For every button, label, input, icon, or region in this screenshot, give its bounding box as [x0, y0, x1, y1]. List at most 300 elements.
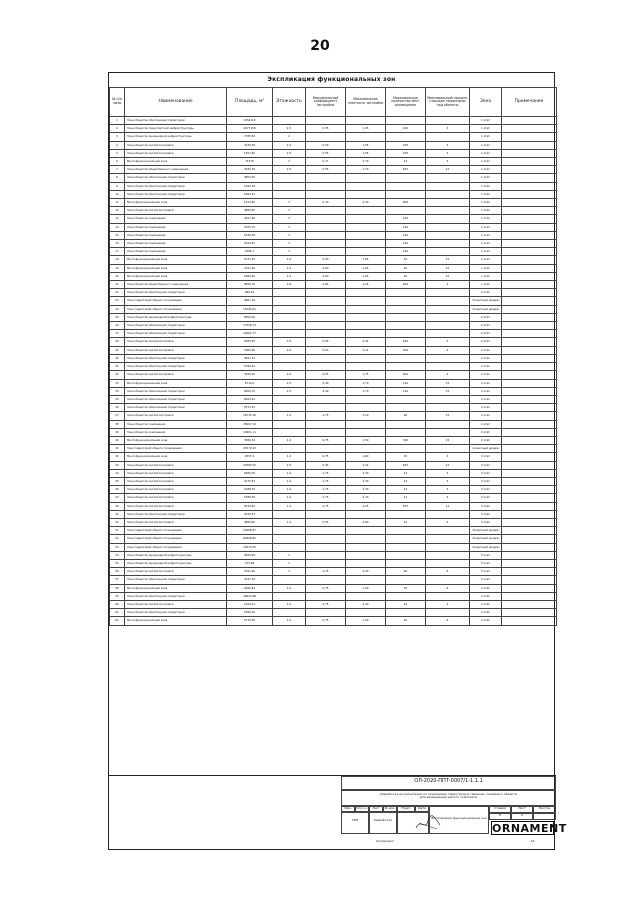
cell-num: 39	[110, 428, 125, 436]
cell-max-count	[386, 305, 426, 313]
cell-max-count: 620	[386, 338, 426, 346]
cell-max-count	[386, 551, 426, 559]
cell-floors: 1-2	[273, 617, 306, 625]
cell-max-share: 4	[426, 453, 470, 461]
table-row	[110, 289, 557, 297]
cell-max-coef: 0,75	[306, 436, 346, 444]
cell-floors	[273, 190, 306, 198]
cell-max-share	[426, 190, 470, 198]
cell-max-share	[426, 297, 470, 305]
cell-density: 1,95	[346, 149, 386, 157]
cell-max-coef: 0,75	[306, 617, 346, 625]
cell-max-coef: 2,75	[306, 600, 346, 608]
cell-note	[502, 264, 557, 272]
cell-density	[346, 535, 386, 543]
table-row	[110, 568, 557, 576]
cell-max-share: 12	[426, 461, 470, 469]
page-number: 20	[310, 38, 330, 54]
cell-max-share	[426, 305, 470, 313]
cell-max-share	[426, 445, 470, 453]
cell-zone: 2 этап	[470, 379, 502, 387]
cell-note	[502, 404, 557, 412]
cell-area: 2594,55	[227, 240, 273, 248]
cell-zone: 1 этап	[470, 149, 502, 157]
cell-note	[502, 412, 557, 420]
cell-note	[502, 215, 557, 223]
cell-density	[346, 354, 386, 362]
cell-max-count: 675	[386, 502, 426, 510]
cell-zone: 1 этап	[470, 264, 502, 272]
cell-max-share: 15	[426, 379, 470, 387]
cell-floors	[273, 592, 306, 600]
cell-floors: 1-2	[273, 477, 306, 485]
cell-num: 17	[110, 248, 125, 256]
cell-num: 31	[110, 363, 125, 371]
cell-num: 46	[110, 486, 125, 494]
cell-density: 2,70	[346, 158, 386, 166]
table-header-row	[110, 88, 557, 117]
cell-note	[502, 117, 557, 125]
cell-density	[346, 609, 386, 617]
cell-zone: проектный резерв	[470, 543, 502, 551]
cell-zone: 1 этап	[470, 158, 502, 166]
cell-max-coef: 0,77	[306, 158, 346, 166]
cell-floors: 3	[273, 207, 306, 215]
cell-max-share: 4	[426, 338, 470, 346]
cell-max-share: 4	[426, 469, 470, 477]
cell-note	[502, 592, 557, 600]
cell-max-count: 625	[386, 166, 426, 174]
cell-area: 8566,70	[227, 281, 273, 289]
cell-density: 1,95	[346, 141, 386, 149]
cell-floors	[273, 395, 306, 403]
table-row	[110, 510, 557, 518]
cell-max-coef: 0,45	[306, 461, 346, 469]
cell-name: Зона объектов обеспечения территории	[125, 510, 227, 518]
cell-note	[502, 535, 557, 543]
gip-label: ГИП	[341, 812, 369, 834]
cell-zone: 3 этап	[470, 469, 502, 477]
cell-density: 2,30	[346, 199, 386, 207]
cell-name: Зона объектов жилой застройки	[125, 518, 227, 526]
cell-density: 2,30	[346, 477, 386, 485]
cell-density: 2,10	[346, 412, 386, 420]
cell-note	[502, 149, 557, 157]
cell-max-count: 100	[386, 223, 426, 231]
cell-zone: 3 этап	[470, 559, 502, 567]
table-row	[110, 158, 557, 166]
cell-area: 10901,11	[227, 428, 273, 436]
cell-max-share	[426, 174, 470, 182]
zones-table	[109, 87, 557, 626]
cell-max-coef: 0,55	[306, 166, 346, 174]
cell-note	[502, 494, 557, 502]
cell-density	[346, 223, 386, 231]
rev-h-4: Подп.	[397, 806, 415, 812]
cell-name: Зона объектов обеспечения территории	[125, 330, 227, 338]
cell-max-count: 100	[386, 240, 426, 248]
cell-max-coef: 0,65	[306, 281, 346, 289]
cell-name: Зона объектов обеспечения территории	[125, 117, 227, 125]
cell-max-coef	[306, 395, 346, 403]
cell-zone: проектный резерв	[470, 535, 502, 543]
cell-floors: 2-5	[273, 346, 306, 354]
cell-area: 1636,78	[227, 231, 273, 239]
cell-max-share	[426, 248, 470, 256]
col-header-floors: Этажность	[273, 88, 306, 117]
cell-floors	[273, 428, 306, 436]
cell-name: Зона объектов жилой застройки	[125, 486, 227, 494]
cell-area: 9867,18	[227, 297, 273, 305]
cell-note	[502, 617, 557, 625]
cell-num: 16	[110, 240, 125, 248]
cell-max-coef	[306, 428, 346, 436]
cell-density	[346, 182, 386, 190]
cell-floors: 2-4	[273, 264, 306, 272]
cell-density	[346, 428, 386, 436]
cell-max-coef: 0,60	[306, 272, 346, 280]
cell-note	[502, 272, 557, 280]
table-row	[110, 527, 557, 535]
cell-max-count	[386, 354, 426, 362]
cell-area: 1583,18	[227, 182, 273, 190]
cell-max-coef: 0,75	[306, 584, 346, 592]
cell-name: Многофункциональная зона	[125, 199, 227, 207]
doc-code-text: ОЛ-2020-ППТ-0007/1-1.1.1	[414, 778, 483, 784]
cell-zone: 3 этап	[470, 576, 502, 584]
cell-area: 16735,30	[227, 412, 273, 420]
cell-area: 2355,75	[227, 223, 273, 231]
cell-floors: 2-5	[273, 387, 306, 395]
cell-max-coef	[306, 182, 346, 190]
cell-max-count	[386, 527, 426, 535]
cell-max-count	[386, 133, 426, 141]
cell-name: Зона объектов озеленения	[125, 215, 227, 223]
cell-max-coef	[306, 404, 346, 412]
cell-zone: 1 этап	[470, 125, 502, 133]
table-row	[110, 272, 557, 280]
sheet-value: 2	[511, 813, 533, 820]
col-header-num: № п/п зоны	[110, 88, 125, 117]
cell-max-coef	[306, 592, 346, 600]
cell-density	[346, 133, 386, 141]
cell-zone: 1 этап	[470, 256, 502, 264]
cell-note	[502, 518, 557, 526]
cell-name: Многофункциональная зона	[125, 584, 227, 592]
cell-max-coef	[306, 510, 346, 518]
table-row	[110, 379, 557, 387]
cell-num: 5	[110, 149, 125, 157]
cell-density	[346, 592, 386, 600]
cell-max-share: 4	[426, 149, 470, 157]
cell-area: 8850,00	[227, 313, 273, 321]
cell-density	[346, 395, 386, 403]
cell-area: 6712,0	[227, 379, 273, 387]
cell-name: Зона объектов транспортной инфраструктуры	[125, 125, 227, 133]
cell-name: Зона объектов обеспечения территории	[125, 182, 227, 190]
cell-max-coef: 0,55	[306, 518, 346, 526]
cell-max-share	[426, 231, 470, 239]
cell-max-coef	[306, 231, 346, 239]
cell-note	[502, 584, 557, 592]
table-row	[110, 412, 557, 420]
cell-num: 8	[110, 174, 125, 182]
cell-name: Зона объектов обеспечения территории	[125, 404, 227, 412]
cell-max-count	[386, 190, 426, 198]
cell-max-share	[426, 330, 470, 338]
cell-max-count: 50	[386, 272, 426, 280]
cell-max-count: 15	[386, 453, 426, 461]
cell-area: 3885,65	[227, 207, 273, 215]
cell-num: 41	[110, 445, 125, 453]
cell-zone: 1 этап	[470, 166, 502, 174]
cell-max-count	[386, 404, 426, 412]
cell-num: 1	[110, 117, 125, 125]
cell-num: 51	[110, 527, 125, 535]
cell-zone: 1 этап	[470, 272, 502, 280]
cell-max-coef	[306, 305, 346, 313]
table-row	[110, 199, 557, 207]
cell-zone: 1 этап	[470, 240, 502, 248]
cell-floors: 2-5	[273, 371, 306, 379]
cell-max-coef	[306, 297, 346, 305]
table-row	[110, 469, 557, 477]
cell-note	[502, 248, 557, 256]
table-row	[110, 297, 557, 305]
cell-area: 986,63	[227, 289, 273, 297]
cell-max-count: 200	[386, 125, 426, 133]
cell-max-coef	[306, 551, 346, 559]
cell-max-count: 625	[386, 461, 426, 469]
cell-density: 1,70	[346, 387, 386, 395]
cell-max-share	[426, 510, 470, 518]
cell-density	[346, 207, 386, 215]
cell-max-count	[386, 313, 426, 321]
cell-density	[346, 543, 386, 551]
cell-num: 40	[110, 436, 125, 444]
format-value: А3	[530, 839, 535, 843]
cell-note	[502, 568, 557, 576]
cell-floors: 1-2	[273, 494, 306, 502]
sheet-title: Экспликация функциональных зон	[429, 806, 489, 834]
cell-area: 17556,73	[227, 322, 273, 330]
project-title-cell	[341, 790, 556, 806]
cell-max-count	[386, 117, 426, 125]
cell-max-share: 15	[426, 412, 470, 420]
cell-density	[346, 231, 386, 239]
cell-area: 5776,65	[227, 617, 273, 625]
cell-num: 49	[110, 510, 125, 518]
cell-max-count	[386, 510, 426, 518]
table-row	[110, 182, 557, 190]
table-row	[110, 207, 557, 215]
cell-num: 13	[110, 215, 125, 223]
cell-max-coef: 0,55	[306, 149, 346, 157]
cell-zone: 3 этап	[470, 568, 502, 576]
cell-floors: 1-2	[273, 518, 306, 526]
cell-max-share	[426, 223, 470, 231]
cell-density	[346, 404, 386, 412]
cell-density	[346, 551, 386, 559]
cell-num: 28	[110, 338, 125, 346]
cell-max-coef: 2,40	[306, 387, 346, 395]
cell-max-count: 120	[386, 379, 426, 387]
cell-density	[346, 305, 386, 313]
cell-area: 6063,61	[227, 395, 273, 403]
cell-area: 8462,76	[227, 387, 273, 395]
cell-max-share: 15	[426, 436, 470, 444]
table-row	[110, 436, 557, 444]
cell-density: 2,80	[346, 518, 386, 526]
cell-zone: 3 этап	[470, 461, 502, 469]
table-row	[110, 322, 557, 330]
cell-max-coef: 2,75	[306, 494, 346, 502]
cell-note	[502, 125, 557, 133]
cell-note	[502, 420, 557, 428]
cell-name: Зона территорий общего пользования	[125, 543, 227, 551]
cell-max-coef: 2,75	[306, 502, 346, 510]
cell-area: 2325,51	[227, 600, 273, 608]
cell-max-count	[386, 535, 426, 543]
cell-note	[502, 289, 557, 297]
cell-max-count: 50	[386, 617, 426, 625]
cell-max-coef	[306, 190, 346, 198]
cell-note	[502, 346, 557, 354]
table-row	[110, 617, 557, 625]
cell-max-share: 15	[426, 272, 470, 280]
cell-max-coef	[306, 576, 346, 584]
cell-density: 2,11	[346, 346, 386, 354]
cell-max-count	[386, 395, 426, 403]
cell-name: Зона объектов озеленения	[125, 428, 227, 436]
cell-floors: 1	[273, 551, 306, 559]
cell-max-count	[386, 420, 426, 428]
cell-name: Зона объектов инженерной инфраструктуры	[125, 551, 227, 559]
cell-zone: 1 этап	[470, 248, 502, 256]
cell-num: 19	[110, 264, 125, 272]
cell-max-share	[426, 535, 470, 543]
cell-max-count: 600	[386, 371, 426, 379]
cell-density: 1,65	[346, 264, 386, 272]
cell-num: 44	[110, 469, 125, 477]
cell-area: 1056119	[227, 117, 273, 125]
cell-max-share: 4	[426, 600, 470, 608]
cell-name: Зона объектов общественного назначения	[125, 166, 227, 174]
cell-note	[502, 231, 557, 239]
cell-floors: 3	[273, 215, 306, 223]
cell-max-share: 15	[426, 264, 470, 272]
cell-max-coef	[306, 543, 346, 551]
cell-num: 50	[110, 518, 125, 526]
drawing-sheet	[108, 72, 567, 850]
cell-max-share	[426, 609, 470, 617]
cell-name: Зона территорий общего пользования	[125, 297, 227, 305]
cell-zone: 1 этап	[470, 190, 502, 198]
cell-note	[502, 510, 557, 518]
cell-max-share: 15	[426, 387, 470, 395]
cell-density	[346, 117, 386, 125]
cell-name: Зона объектов обеспечения территории	[125, 322, 227, 330]
cell-floors: 2-5	[273, 149, 306, 157]
cell-max-coef	[306, 322, 346, 330]
table-row	[110, 256, 557, 264]
cell-num: 42	[110, 453, 125, 461]
cell-max-coef: 0,60	[306, 264, 346, 272]
cell-name: Зона объектов озеленения	[125, 223, 227, 231]
cell-name: Многофункциональная зона	[125, 617, 227, 625]
cell-floors	[273, 543, 306, 551]
cell-zone: 1 этап	[470, 199, 502, 207]
cell-max-share	[426, 289, 470, 297]
cell-name: Зона территорий общего пользования	[125, 305, 227, 313]
cell-zone: 1 этап	[470, 207, 502, 215]
cell-area: 3197,56	[227, 264, 273, 272]
cell-zone: 2 этап	[470, 363, 502, 371]
cell-floors: 2-5	[273, 461, 306, 469]
cell-max-coef	[306, 289, 346, 297]
cell-zone: 3 этап	[470, 609, 502, 617]
cell-area: 4356,95	[227, 371, 273, 379]
cell-max-coef: 2,75	[306, 469, 346, 477]
cell-max-coef	[306, 313, 346, 321]
cell-name: Зона объектов обеспечения территории	[125, 289, 227, 297]
rev-h-0: Изм.	[341, 806, 355, 812]
cell-name: Зона территорий общего пользования	[125, 535, 227, 543]
cell-note	[502, 395, 557, 403]
table-row	[110, 486, 557, 494]
table-row	[110, 305, 557, 313]
cell-floors	[273, 330, 306, 338]
cell-max-share	[426, 395, 470, 403]
cell-floors: 2-5	[273, 379, 306, 387]
table-row	[110, 477, 557, 485]
cell-name: Зона объектов жилой застройки	[125, 469, 227, 477]
cell-note	[502, 502, 557, 510]
cell-max-share: 4	[426, 125, 470, 133]
cell-area: 2525,53	[227, 510, 273, 518]
cell-max-share: 4	[426, 141, 470, 149]
cell-name: Зона объектов жилой застройки	[125, 371, 227, 379]
cell-max-coef: 2,75	[306, 477, 346, 485]
cell-num: 52	[110, 535, 125, 543]
cell-name: Многофункциональная зона	[125, 158, 227, 166]
cell-max-count	[386, 592, 426, 600]
cell-area: 1586,56	[227, 494, 273, 502]
cell-area: 4853,05	[227, 174, 273, 182]
cell-note	[502, 551, 557, 559]
cell-num: 10	[110, 190, 125, 198]
cell-area: 5131,55	[227, 256, 273, 264]
cell-area: 4175,53	[227, 477, 273, 485]
cell-max-share	[426, 207, 470, 215]
cell-name: Зона объектов жилой застройки	[125, 149, 227, 157]
cell-density: 1,60	[346, 453, 386, 461]
cell-note	[502, 379, 557, 387]
cell-name: Зона объектов инженерной инфраструктуры	[125, 559, 227, 567]
cell-note	[502, 354, 557, 362]
cell-floors: 3	[273, 158, 306, 166]
cell-area: 4677158	[227, 125, 273, 133]
cell-max-count: 200	[386, 141, 426, 149]
cell-zone: проектный резерв	[470, 445, 502, 453]
cell-max-coef: 0,70	[306, 199, 346, 207]
cell-note	[502, 322, 557, 330]
cell-zone: 3 этап	[470, 502, 502, 510]
cell-max-coef: 0,75	[306, 453, 346, 461]
cell-zone: 1 этап	[470, 133, 502, 141]
cell-max-share	[426, 117, 470, 125]
developed-label: Разработал	[369, 812, 397, 834]
